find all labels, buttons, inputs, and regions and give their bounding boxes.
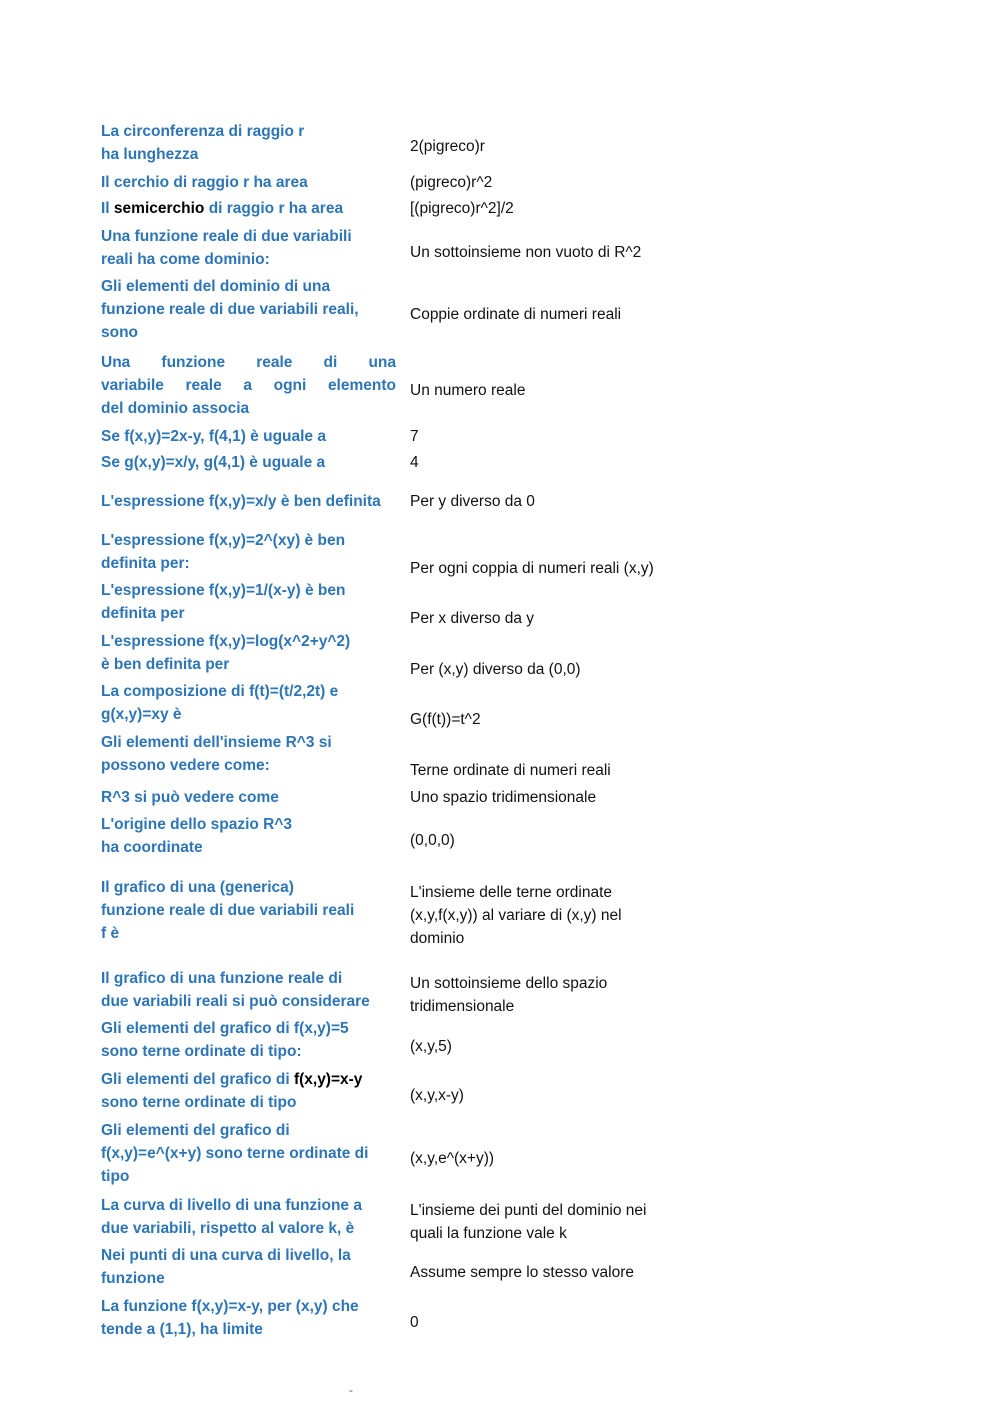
question-text: di raggio r ha area (204, 200, 344, 217)
answer-line: [(pigreco)r^2]/2 (410, 200, 514, 217)
question-line: La funzione f(x,y)=x-y, per (x,y) che (101, 1298, 359, 1315)
question-16 (101, 876, 396, 945)
answer-line: (x,y,x-y) (410, 1087, 464, 1104)
question-text: Il (101, 200, 114, 217)
question-line (101, 197, 396, 220)
question-line: tende a (1,1), ha limite (101, 1321, 263, 1338)
question-line: funzione reale di due variabili reali, (101, 301, 359, 318)
question-line: La composizione di f(t)=(t/2,2t) e (101, 683, 339, 700)
question-line: è ben definita per (101, 656, 230, 673)
answer-line: Per (x,y) diverso da (0,0) (410, 661, 581, 678)
answer-3 (410, 241, 690, 264)
answer-line: (x,y,f(x,y)) al variare di (x,y) nel (410, 907, 622, 924)
question-line: ha coordinate (101, 839, 203, 856)
answer-line: tridimensionale (410, 998, 515, 1015)
question-line: Il grafico di una funzione reale di (101, 970, 343, 987)
answer-line: 0 (410, 1314, 419, 1331)
question-5 (101, 351, 396, 420)
question-line: sono terne ordinate di tipo: (101, 1043, 302, 1060)
question-1 (101, 171, 396, 194)
answer-line: Per y diverso da 0 (410, 493, 535, 510)
answer-5 (410, 379, 690, 402)
question-emphasis: semicerchio (113, 200, 205, 217)
answer-line: dominio (410, 930, 465, 947)
question-line: due variabili reali si può considerare (101, 993, 370, 1010)
answer-7 (410, 451, 690, 474)
question-line: L'espressione f(x,y)=1/(x-y) è ben (101, 582, 346, 599)
question-line: La circonferenza di raggio r (101, 123, 305, 140)
question-line: La curva di livello di una funzione a (101, 1197, 362, 1214)
answer-line: (0,0,0) (410, 832, 455, 849)
answer-22 (410, 1261, 690, 1284)
question-20 (101, 1119, 396, 1188)
question-line: sono (101, 324, 139, 341)
answer-line: 2(pigreco)r (410, 138, 485, 155)
answer-20 (410, 1147, 690, 1170)
question-line: tipo (101, 1168, 130, 1185)
answer-line: Un sottoinsieme dello spazio (410, 975, 608, 992)
question-line: f è (101, 925, 120, 942)
answer-line: Un numero reale (410, 382, 526, 399)
question-line: R^3 si può vedere come (101, 789, 279, 806)
question-2 (101, 197, 396, 220)
answer-line: Terne ordinate di numeri reali (410, 762, 611, 779)
question-line: definita per: (101, 555, 190, 572)
answer-line: G(f(t))=t^2 (410, 711, 481, 728)
question-12 (101, 680, 396, 726)
question-line: Se f(x,y)=2x-y, f(4,1) è uguale a (101, 428, 326, 445)
answer-4 (410, 303, 690, 326)
answer-14 (410, 786, 690, 809)
answer-line: Coppie ordinate di numeri reali (410, 306, 622, 323)
question-line: g(x,y)=xy è (101, 706, 182, 723)
answer-0 (410, 135, 690, 158)
answer-line: (x,y,e^(x+y)) (410, 1150, 495, 1167)
answer-line: (x,y,5) (410, 1038, 452, 1055)
question-line: reali ha come dominio: (101, 251, 270, 268)
question-line: ha lunghezza (101, 146, 199, 163)
question-9 (101, 529, 396, 575)
answer-1 (410, 171, 690, 194)
question-19 (101, 1068, 396, 1114)
question-line: funzione (101, 1270, 165, 1287)
question-emphasis: f(x,y)=x-y (293, 1071, 363, 1088)
answer-line: L'insieme dei punti del dominio nei (410, 1202, 647, 1219)
answer-11 (410, 658, 690, 681)
answer-line: Per ogni coppia di numeri reali (x,y) (410, 560, 654, 577)
question-line: L'espressione f(x,y)=x/y è ben definita (101, 493, 381, 510)
answer-23 (410, 1311, 690, 1334)
answer-line: quali la funzione vale k (410, 1225, 567, 1242)
question-0 (101, 120, 396, 166)
question-6 (101, 425, 396, 448)
question-line: Gli elementi del dominio di una (101, 278, 331, 295)
question-line: L'origine dello spazio R^3 (101, 816, 293, 833)
answer-line: L'insieme delle terne ordinate (410, 884, 612, 901)
question-4 (101, 275, 396, 344)
answer-line: 7 (410, 428, 419, 445)
question-line: definita per (101, 605, 185, 622)
question-line: Gli elementi del grafico di f(x,y)=5 (101, 1020, 349, 1037)
question-line: due variabili, rispetto al valore k, è (101, 1220, 355, 1237)
question-18 (101, 1017, 396, 1063)
question-line: L'espressione f(x,y)=log(x^2+y^2) (101, 633, 351, 650)
question-line: funzione reale di due variabili reali (101, 902, 355, 919)
answer-line: Un sottoinsieme non vuoto di R^2 (410, 244, 642, 261)
answer-2 (410, 197, 690, 220)
answer-18 (410, 1035, 690, 1058)
answer-line: Assume sempre lo stesso valore (410, 1264, 634, 1281)
answer-8 (410, 490, 690, 513)
answer-line: Per x diverso da y (410, 610, 535, 627)
answer-19 (410, 1084, 690, 1107)
question-7 (101, 451, 396, 474)
question-line: sono terne ordinate di tipo (101, 1094, 297, 1111)
footer-mark: - (349, 1383, 353, 1397)
question-line: Gli elementi dell'insieme R^3 si (101, 734, 332, 751)
question-line: Il cerchio di raggio r ha area (101, 174, 308, 191)
question-14 (101, 786, 396, 809)
question-line: del dominio associa (101, 400, 250, 417)
answer-15 (410, 829, 690, 852)
question-line: L'espressione f(x,y)=2^(xy) è ben (101, 532, 346, 549)
question-15 (101, 813, 396, 859)
answer-17 (410, 972, 690, 1018)
answer-6 (410, 425, 690, 448)
answer-line: (pigreco)r^2 (410, 174, 493, 191)
question-17 (101, 967, 396, 1013)
question-line: f(x,y)=e^(x+y) sono terne ordinate di (101, 1145, 369, 1162)
question-8 (101, 490, 401, 513)
question-line: Una funzione reale di una (101, 354, 396, 371)
question-line (101, 1068, 396, 1091)
answer-9 (410, 557, 690, 580)
answer-line: 4 (410, 454, 419, 471)
question-text: Gli elementi del grafico di (101, 1071, 294, 1088)
answer-line: Uno spazio tridimensionale (410, 789, 597, 806)
question-23 (101, 1295, 396, 1341)
question-3 (101, 225, 396, 271)
question-line: Se g(x,y)=x/y, g(4,1) è uguale a (101, 454, 326, 471)
question-13 (101, 731, 396, 777)
question-line: Nei punti di una curva di livello, la (101, 1247, 351, 1264)
answer-12 (410, 708, 690, 731)
answer-13 (410, 759, 690, 782)
question-line: Gli elementi del grafico di (101, 1122, 290, 1139)
answer-16 (410, 881, 690, 950)
answer-10 (410, 607, 690, 630)
question-22 (101, 1244, 396, 1290)
question-11 (101, 630, 396, 676)
question-line: Il grafico di una (generica) (101, 879, 294, 896)
question-21 (101, 1194, 396, 1240)
question-line: Una funzione reale di due variabili (101, 228, 352, 245)
answer-21 (410, 1199, 690, 1245)
question-line: variabile reale a ogni elemento (101, 377, 396, 394)
question-10 (101, 579, 396, 625)
question-line: possono vedere come: (101, 757, 270, 774)
